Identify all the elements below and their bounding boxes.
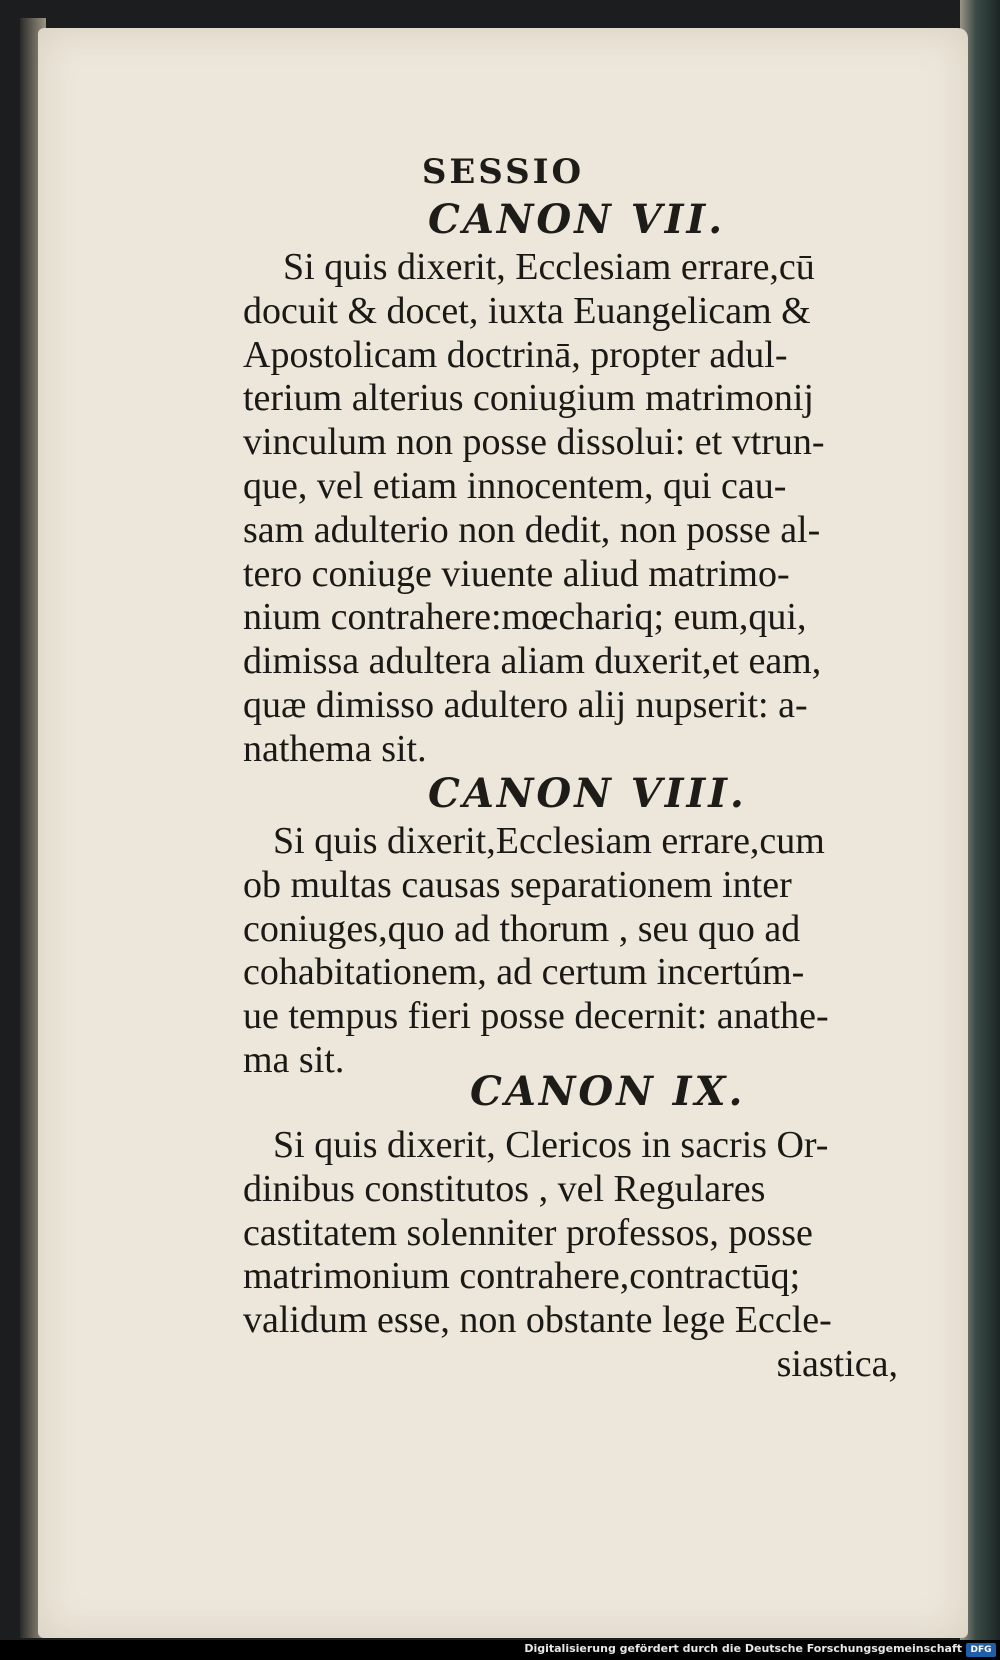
- canon-heading-9: CANON IX.: [470, 1068, 746, 1115]
- dfg-logo: DFG: [966, 1643, 996, 1657]
- canon-text-9: [243, 1124, 898, 1387]
- running-head: SESSIO: [421, 152, 585, 192]
- text-line: Si quis dixerit, Clericos in sacris Or-: [273, 1124, 829, 1166]
- text-line: terium alterius coniugium matrimonij: [243, 377, 814, 420]
- text-line: Si quis dixerit, Ecclesiam errare,cū: [283, 246, 815, 288]
- canon-heading-7: CANON VII.: [428, 196, 726, 243]
- text-line: ma sit.: [243, 1038, 345, 1081]
- text-line: matrimonium contrahere,contractūq;: [243, 1255, 801, 1298]
- text-line: vinculum non posse dissolui: et vtrun-: [243, 421, 825, 464]
- text-line: nathema sit.: [243, 727, 427, 770]
- text-line: tero coniuge viuente aliud matrimo-: [243, 552, 790, 595]
- canon-text-7: [243, 246, 898, 772]
- text-line: validum esse, non obstante lege Eccle-: [243, 1299, 832, 1342]
- text-line: dinibus constitutos , vel Regulares: [243, 1167, 766, 1210]
- text-line: ue tempus fieri posse decernit: anathe-: [243, 995, 829, 1038]
- text-line: quæ dimisso adultero alij nupserit: a-: [243, 683, 808, 726]
- text-line: dimissa adultera aliam duxerit,et eam,: [243, 640, 822, 683]
- text-line: ob multas causas separationem inter: [243, 863, 792, 906]
- text-line: coniuges,quo ad thorum , seu quo ad: [243, 907, 801, 950]
- text-line: Si quis dixerit,Ecclesiam errare,cum: [273, 820, 825, 862]
- text-line: Apostolicam doctrinā, propter adul-: [243, 333, 788, 376]
- footer-bar: [0, 1640, 1000, 1660]
- text-line: que, vel etiam innocentem, qui cau-: [243, 464, 787, 507]
- text-line: docuit & docet, iuxta Euangelicam &: [243, 289, 811, 332]
- text-line: sam adulterio non dedit, non posse al-: [243, 508, 821, 551]
- canon-heading-8: CANON VIII.: [428, 770, 747, 817]
- text-line: nium contrahere:mœchariq; eum,qui,: [243, 596, 807, 639]
- text-line: siastica,: [776, 1342, 898, 1385]
- book-page: [38, 28, 968, 1638]
- funding-credit: Digitalisierung gefördert durch die Deutsche Forschungsgemeinschaft: [524, 1642, 962, 1655]
- canon-text-8: [243, 820, 898, 1083]
- text-line: castitatem solenniter professos, posse: [243, 1211, 813, 1254]
- text-line: cohabitationem, ad certum incertúm-: [243, 951, 805, 994]
